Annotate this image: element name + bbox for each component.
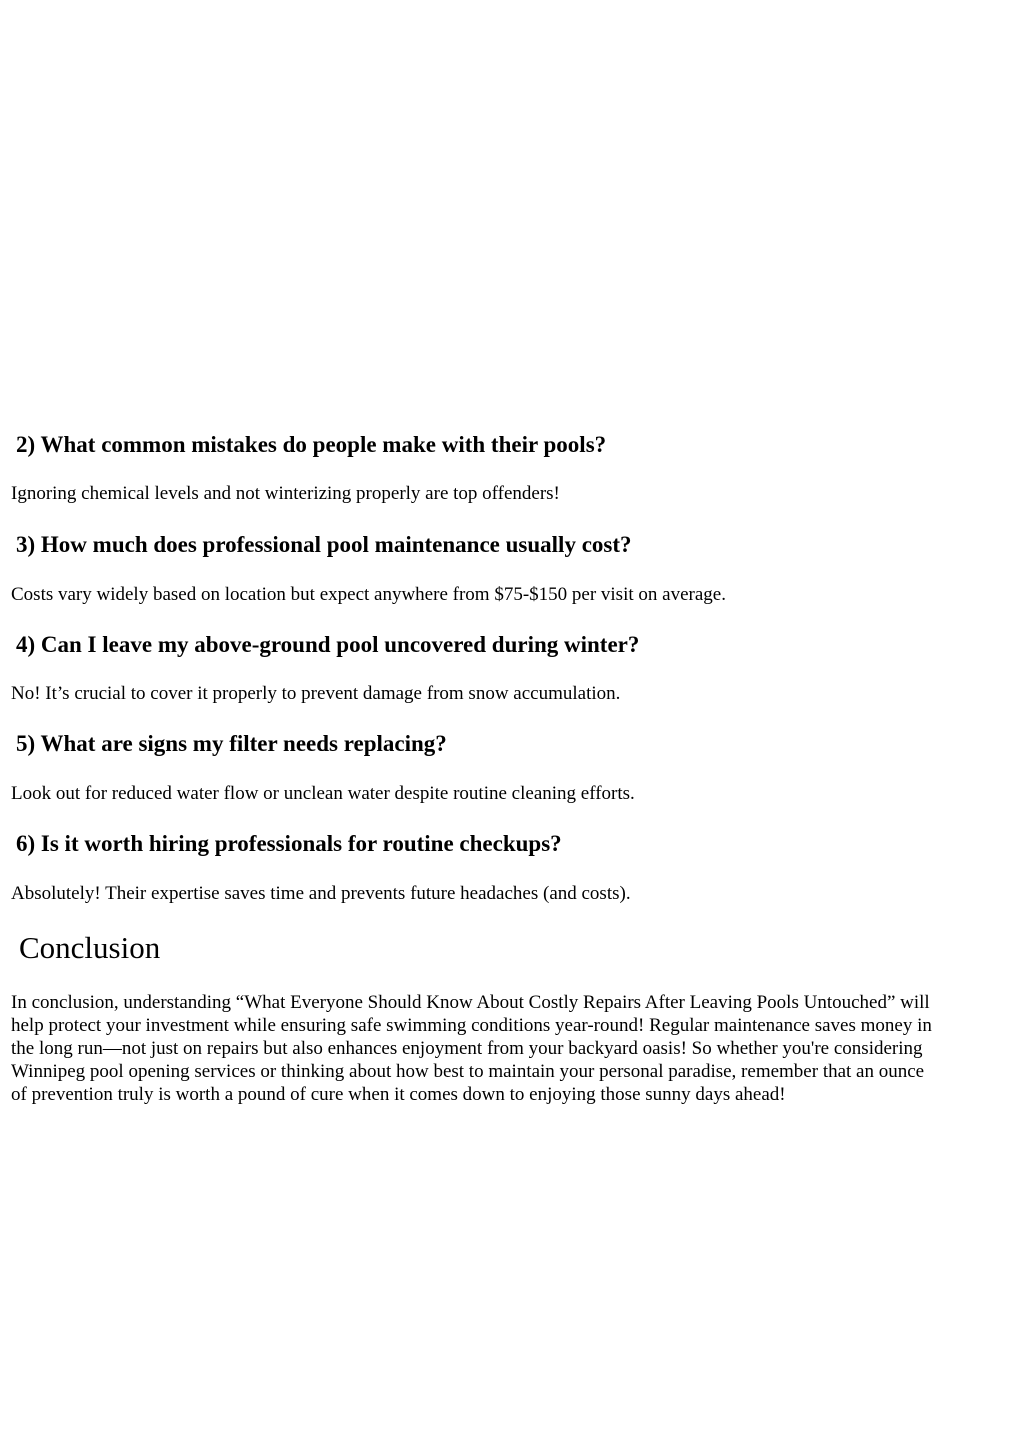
conclusion-heading: Conclusion (19, 930, 161, 965)
faq-answer: Ignoring chemical levels and not winterizing properly are top offenders! (11, 483, 560, 504)
conclusion-line: the long run—not just on repairs but also enhances enjoyment from your backyard oasis! So whether you're considering (11, 1038, 923, 1059)
faq-question: 5) What are signs my filter needs replacing? (16, 731, 447, 756)
faq-answer: No! It’s crucial to cover it properly to prevent damage from snow accumulation. (11, 683, 621, 704)
faq-question: 4) Can I leave my above-ground pool uncovered during winter? (16, 632, 640, 657)
conclusion-line: Winnipeg pool opening services or thinking about how best to maintain your personal paradise, remember that an ounce (11, 1061, 925, 1082)
conclusion-line: help protect your investment while ensuring safe swimming conditions year-round! Regular maintenance saves money in (11, 1015, 932, 1036)
faq-answer: Absolutely! Their expertise saves time and prevents future headaches (and costs). (11, 883, 631, 904)
faq-question: 3) How much does professional pool maintenance usually cost? (16, 532, 632, 557)
faq-question: 2) What common mistakes do people make with their pools? (16, 432, 607, 457)
conclusion-line: In conclusion, understanding “What Everyone Should Know About Costly Repairs After Leaving Pools Untouched” will (11, 992, 930, 1013)
faq-question: 6) Is it worth hiring professionals for routine checkups? (16, 831, 562, 856)
faq-answer: Costs vary widely based on location but expect anywhere from $75-$150 per visit on average. (11, 584, 726, 605)
conclusion-paragraph (11, 991, 1015, 1106)
conclusion-line: of prevention truly is worth a pound of cure when it comes down to enjoying those sunny days ahead! (11, 1084, 786, 1105)
faq-answer: Look out for reduced water flow or unclean water despite routine cleaning efforts. (11, 783, 635, 804)
